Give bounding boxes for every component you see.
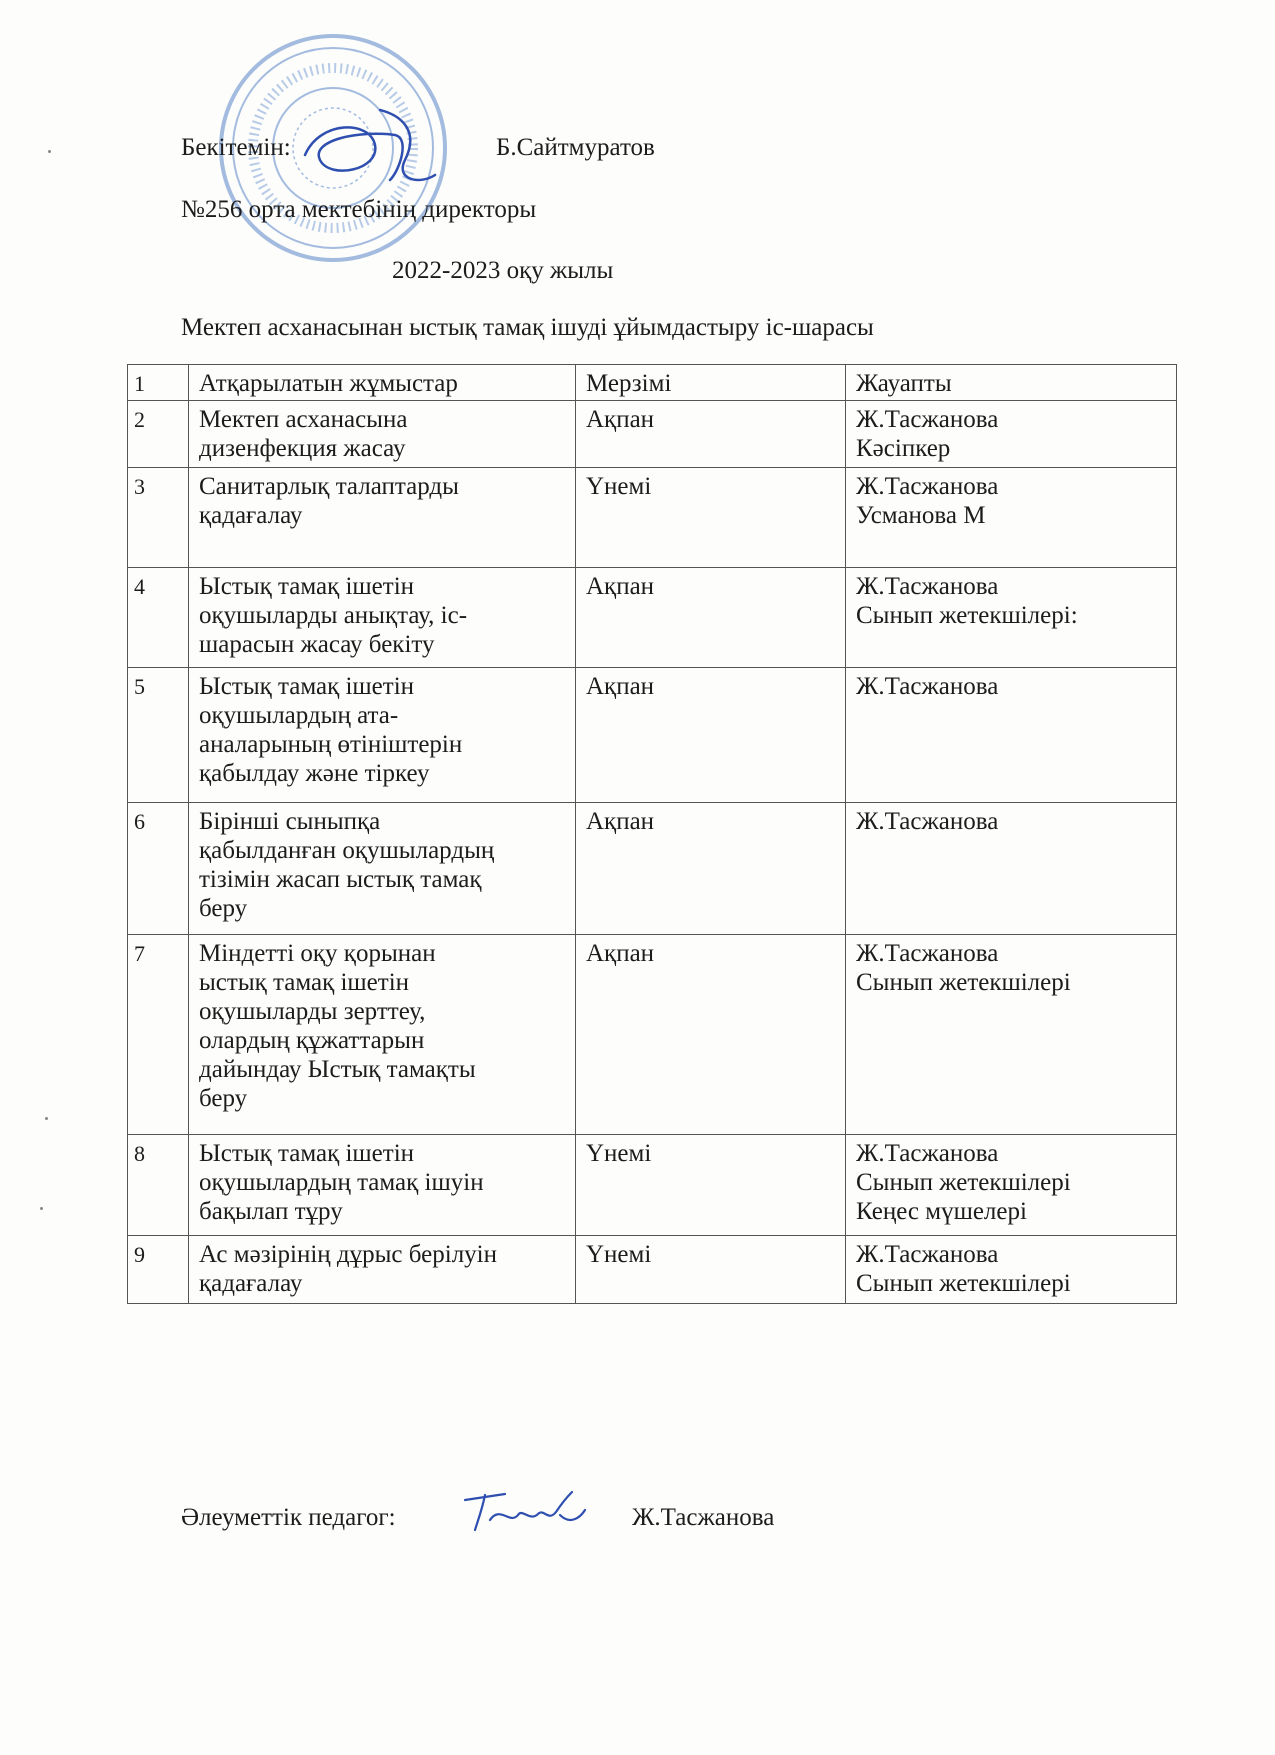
row-deadline: Ақпан <box>576 935 846 1135</box>
director-title: №256 орта мектебінің директоры <box>181 196 537 223</box>
scan-speck <box>48 150 51 153</box>
table-row <box>128 568 1177 668</box>
director-signature-icon <box>300 100 440 200</box>
row-responsible: Ж.Тасжанова Сынып жетекшілері <box>846 935 1177 1135</box>
row-task: Бірінші сыныпқа қабылданған оқушылардың тізімін жасап ыстық тамақ беру <box>189 803 576 935</box>
scan-speck <box>45 1117 48 1120</box>
row-task: Ас мәзірінің дұрыс берілуін қадағалау <box>189 1236 576 1304</box>
row-number: 7 <box>128 935 189 1135</box>
row-responsible: Ж.Тасжанова <box>846 803 1177 935</box>
approve-label: Бекітемін: <box>181 134 291 161</box>
row-task: Ыстық тамақ ішетін оқушылардың тамақ ішуін бақылап тұру <box>189 1135 576 1236</box>
row-responsible: Ж.Тасжанова <box>846 668 1177 803</box>
row-responsible: Ж.Тасжанова Кәсіпкер <box>846 401 1177 468</box>
footer-name: Ж.Тасжанова <box>632 1504 775 1531</box>
row-deadline: Ақпан <box>576 803 846 935</box>
row-responsible: Ж.Тасжанова Сынып жетекшілері Кеңес мүшелері <box>846 1135 1177 1236</box>
row-responsible: Ж.Тасжанова Сынып жетекшілері <box>846 1236 1177 1304</box>
row-number: 9 <box>128 1236 189 1304</box>
row-task: Санитарлық талаптарды қадағалау <box>189 468 576 568</box>
activities-table <box>127 364 1177 1304</box>
row-number: 6 <box>128 803 189 935</box>
table-row <box>128 668 1177 803</box>
row-number: 8 <box>128 1135 189 1236</box>
row-deadline: Ақпан <box>576 401 846 468</box>
row-number: 2 <box>128 401 189 468</box>
director-name: Б.Сайтмуратов <box>496 134 655 161</box>
row-deadline: Үнемі <box>576 1236 846 1304</box>
table-row <box>128 803 1177 935</box>
row-responsible: Ж.Тасжанова Усманова М <box>846 468 1177 568</box>
row-responsible: Ж.Тасжанова Сынып жетекшілері: <box>846 568 1177 668</box>
row-number: 3 <box>128 468 189 568</box>
table-row <box>128 401 1177 468</box>
footer-role: Әлеуметтік педагог: <box>181 1504 396 1531</box>
row-task: Ыстық тамақ ішетін оқушылардың ата- аналарының өтініштерін қабылдау және тіркеу <box>189 668 576 803</box>
header-responsible: Жауапты <box>846 365 1177 401</box>
header-deadline: Мерзімі <box>576 365 846 401</box>
row-task: Мектеп асханасына дизенфекция жасау <box>189 401 576 468</box>
row-task: Ыстық тамақ ішетін оқушыларды анықтау, іс- шарасын жасау бекіту <box>189 568 576 668</box>
pedagogue-signature-icon <box>460 1480 590 1540</box>
school-year: 2022-2023 оқу жылы <box>392 257 614 284</box>
row-deadline: Үнемі <box>576 1135 846 1236</box>
table-row <box>128 1135 1177 1236</box>
table-row <box>128 935 1177 1135</box>
header-number: 1 <box>128 365 189 401</box>
row-deadline: Ақпан <box>576 568 846 668</box>
table-row <box>128 1236 1177 1304</box>
table-row <box>128 468 1177 568</box>
scan-speck <box>40 1207 43 1210</box>
row-deadline: Ақпан <box>576 668 846 803</box>
header-task: Атқарылатын жұмыстар <box>189 365 576 401</box>
row-deadline: Үнемі <box>576 468 846 568</box>
row-number: 4 <box>128 568 189 668</box>
table-header-row <box>128 365 1177 401</box>
row-task: Міндетті оқу қорынан ыстық тамақ ішетін оқушыларды зерттеу, олардың құжаттарын дайындау Ыстық тамақты беру <box>189 935 576 1135</box>
document-title: Мектеп асханасынан ыстық тамақ ішуді ұйымдастыру іс-шарасы <box>181 314 874 341</box>
row-number: 5 <box>128 668 189 803</box>
